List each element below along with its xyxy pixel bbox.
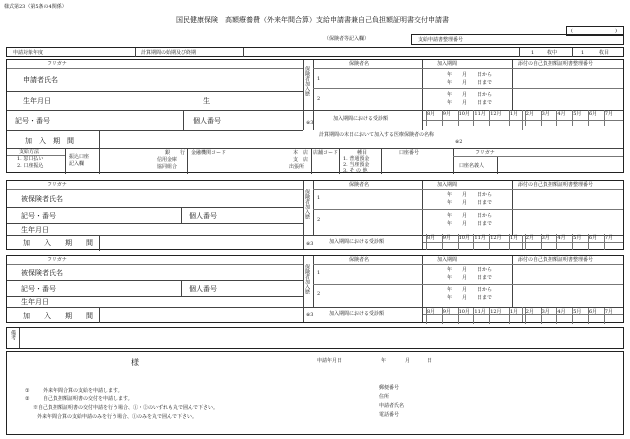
month-cell: 10月 (458, 309, 470, 315)
month-cell: 1月 (510, 111, 519, 117)
footer-section: 様 申請年月日 年 月 日 ① 外来年間合算の支給を申請します。 ② 自己負担額証明書の交付を申請します。 ※自己負担額証明書の交付申請を行う場合、①・②のいずれも丸で囲んで下さい。 外来年間合算の支給申請のみを行う場合、①のみを丸で囲んで下さい。 郵便番号 住所 申請者氏名 電話番号 (6, 351, 624, 435)
month-cell: 3月 (541, 235, 550, 241)
month-divider (604, 308, 605, 324)
month-cell: 9月 (442, 309, 451, 315)
month-cell: 11月 (474, 309, 486, 315)
month-divider (509, 234, 510, 250)
month-cell: 3月 (541, 309, 550, 315)
payment-option-cash[interactable]: 1. 窓口払い (17, 156, 44, 162)
applicant-section: フリガナ 申請者氏名 生年月日 生 記号・番号 個人番号 加 入 期 間 保険者加入歴 保険者名 加入期間 添付の自己負担額証明書整理番号 1 年 月 日から 年 月 日まで 2 年 月 日から 年 月 日まで ※3 加入期間における受診額 計算期間の末日において加入する医療保険者の名称 ※2 支給方法 1. 窓口払い 2. 口座振込 振込口座 記入欄 銀 行 信用金庫 協同組合 金融機関コード 本 店 支 店 出張所 店舗コード 種目 1. 普通預金 2. 当座預金 3. そ の 他 口座番号 フリガナ 口座名義人 (6, 59, 624, 173)
month-cell: 3月 (541, 111, 550, 117)
month-divider (572, 308, 573, 324)
month-divider (541, 234, 542, 250)
month-cell: 9月 (442, 111, 451, 117)
month-divider (426, 308, 427, 324)
form-code: 様式第23（第5条の4関係） (4, 4, 67, 10)
month-cell: 4月 (557, 235, 566, 241)
month-divider (442, 308, 443, 324)
postal-label: 郵便番号 (379, 385, 400, 391)
month-cell: 2月 (525, 309, 534, 315)
month-cell: 7月 (604, 235, 613, 241)
month-cell: 5月 (573, 235, 582, 241)
payment-option-transfer[interactable]: 2. 口座振込 (17, 163, 44, 169)
applicant-name-label: 申請者氏名 (23, 76, 58, 84)
month-divider (509, 110, 510, 126)
month-cell: 2月 (525, 111, 534, 117)
month-divider (541, 110, 542, 126)
phone-label: 電話番号 (379, 412, 400, 418)
month-divider (525, 308, 526, 324)
remarks-box[interactable] (6, 327, 624, 349)
applicant-name-footer: 申請者氏名 (379, 403, 405, 409)
ref-number-box[interactable] (411, 34, 624, 45)
month-cell: 8月 (427, 235, 436, 241)
month-divider (426, 110, 427, 126)
birth-label: 生年月日 (23, 97, 51, 105)
month-cell: 4月 (557, 111, 566, 117)
month-cell: 10月 (458, 235, 470, 241)
month-divider (458, 308, 459, 324)
insured-section-1: フリガナ 被保険者氏名 記号・番号 個人番号 生年月日 加 入 期 間 保険者加入歴 保険者名 加入期間 添付の自己負担額証明書整理番号 1 年 月 日から 年 月 日まで 2 年 月 日から 年 月 日まで ※3 加入期間における受診額 (6, 180, 624, 250)
month-divider (525, 110, 526, 126)
address-label: 住所 (379, 394, 390, 400)
month-divider (473, 234, 474, 250)
month-cell: 5月 (573, 111, 582, 117)
month-cell: 8月 (427, 111, 436, 117)
month-divider (604, 110, 605, 126)
month-cell: 1月 (510, 235, 519, 241)
month-divider (556, 234, 557, 250)
month-cell: 1月 (510, 309, 519, 315)
date-label: 申請年月日 (317, 358, 343, 364)
month-divider (473, 308, 474, 324)
month-divider (604, 234, 605, 250)
month-cell: 6月 (589, 111, 598, 117)
insured-section-2: フリガナ 被保険者氏名 記号・番号 個人番号 生年月日 加 入 期 間 保険者加入歴 保険者名 加入期間 添付の自己負担額証明書整理番号 1 年 月 日から 年 月 日まで 2 年 月 日から 年 月 日まで ※3 加入期間における受診額 (6, 255, 624, 323)
month-divider (572, 234, 573, 250)
form-title: 国民健康保険 高額療養費（外来年間合算）支給申請書兼自己負担額証明書交付申請書 (176, 16, 449, 24)
month-cell: 5月 (573, 309, 582, 315)
sheet-num: 枚目 (599, 50, 610, 56)
month-divider (473, 110, 474, 126)
month-cell: 8月 (427, 309, 436, 315)
insured-join-history: 保険者加入歴 (304, 66, 310, 96)
insurer-code-box[interactable]: ( ) (566, 26, 624, 36)
remarks-label: 備考 (10, 330, 16, 340)
month-cell: 12月 (490, 309, 502, 315)
month-divider (458, 234, 459, 250)
month-divider (588, 308, 589, 324)
month-divider (588, 110, 589, 126)
join-period-label: 加 入 期 間 (25, 137, 74, 145)
month-cell: 9月 (442, 235, 451, 241)
month-divider (541, 308, 542, 324)
month-cell: 7月 (604, 309, 613, 315)
month-cell: 6月 (589, 309, 598, 315)
month-divider (442, 110, 443, 126)
month-divider (489, 234, 490, 250)
month-divider (489, 308, 490, 324)
option-circle-1[interactable]: ① (25, 388, 30, 394)
month-cell: 11月 (474, 235, 486, 241)
month-divider (489, 110, 490, 126)
month-cell: 7月 (604, 111, 613, 117)
month-cell: 10月 (458, 111, 470, 117)
period-label: 計算期間の始期及び終期 (141, 50, 197, 56)
option-circle-2[interactable]: ② (25, 396, 30, 402)
insurer-entry-label: （保険者等記入欄） (324, 36, 370, 42)
insured-name-label: 被保険者氏名 (21, 195, 63, 203)
month-divider (426, 234, 427, 250)
target-year-row: 申請対象年度 計算期間の始期及び終期 1 枚中 1 枚目 (6, 47, 624, 57)
month-cell: 2月 (525, 235, 534, 241)
month-divider (509, 308, 510, 324)
month-cell: 4月 (557, 309, 566, 315)
month-cell: 11月 (474, 111, 486, 117)
month-divider (556, 110, 557, 126)
month-divider (525, 234, 526, 250)
ref-number-label: 支給申請書整理番号 (418, 37, 464, 43)
month-divider (588, 234, 589, 250)
target-year-label: 申請対象年度 (13, 50, 44, 56)
symbol-number-label: 記号・番号 (15, 117, 50, 125)
month-divider (458, 110, 459, 126)
month-divider (442, 234, 443, 250)
month-cell: 12月 (490, 111, 502, 117)
month-cell: 12月 (490, 235, 502, 241)
personal-number-label: 個人番号 (193, 117, 221, 125)
month-divider (572, 110, 573, 126)
addressee-sama: 様 (131, 358, 139, 367)
month-divider (556, 308, 557, 324)
month-cell: 6月 (589, 235, 598, 241)
sheet-of: 枚中 (547, 50, 558, 56)
